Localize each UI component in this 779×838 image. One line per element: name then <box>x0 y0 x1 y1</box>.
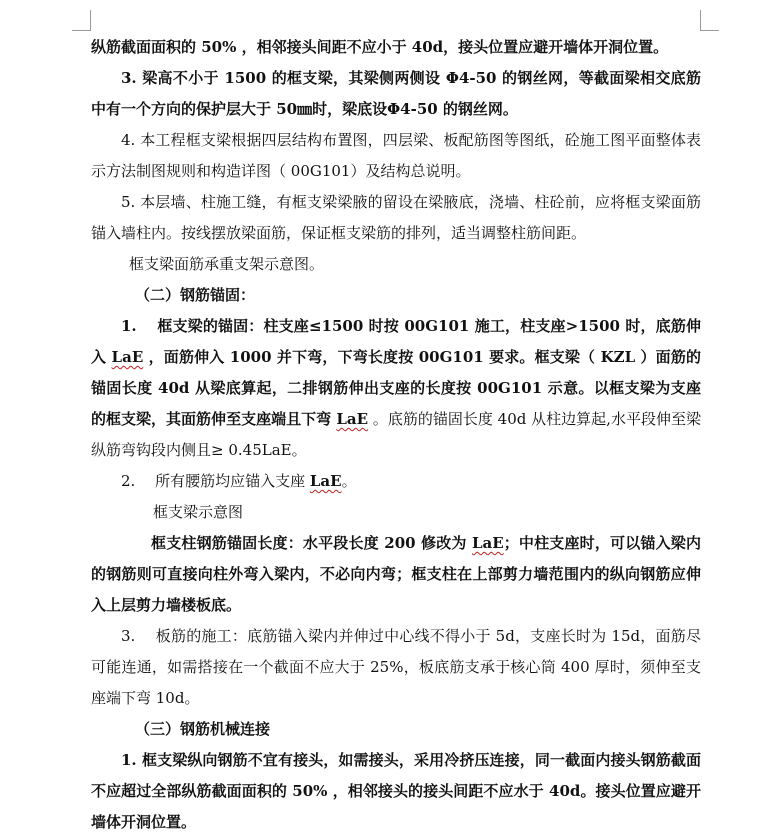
paragraph-item-4: 4. 本工程框支梁根据四层结构布置图，四层梁、板配筋图等图纸，砼施工图平面整体表示方法制图规则和构造详图（ 00G101）及结构总说明。 <box>91 131 701 180</box>
page-corner-mark-right <box>700 10 719 31</box>
anchorage-1-text-a: 1. 框支梁的锚固：柱支座≤1500 时按 00G101 施工，柱支座>1500 时，底筋伸入 <box>91 317 701 366</box>
anchorage-1-text-b: ，面筋伸入 1000 并下弯，下弯长度按 00G101 要求。框支梁（ KZL ）面筋的锚固长度 40d 从梁底算起，二排钢筋伸出支座的长度按 00G101 示意。以框支梁为支座的框支梁，其面筋伸至支座端且下弯 <box>91 348 701 428</box>
anchorage-1-text-c: 。底筋的锚固长度 40d 从柱边算起,水平段伸至梁纵筋弯钩段内侧且≥ 0.45LaE。 <box>91 410 701 459</box>
paragraph-anchorage-2 <box>91 466 701 497</box>
page-corner-mark-left <box>72 10 91 31</box>
heading-mechanical-connection: （三）钢筋机械连接 <box>135 720 271 738</box>
paragraph-mechanical-1: 1. 框支梁纵向钢筋不宜有接头，如需接头，采用冷挤压连接，同一截面内接头钢筋截面不应超过全部纵筋截面面积的 50% ，相邻接头的接头间距不应水于 40d。接头位置应避开墙体开洞位置。 <box>91 751 701 831</box>
lae-term: LaE <box>111 348 144 366</box>
document-page <box>91 32 701 838</box>
paragraph-anchorage-1 <box>91 311 701 466</box>
paragraph-column-anchorage <box>91 528 701 621</box>
paragraph-item-5: 5. 本层墙、柱施工缝，有框支梁梁腋的留设在梁腋底，浇墙、柱砼前，应将框支梁面筋锚入墙柱内。按线摆放梁面筋，保证框支梁筋的排列，适当调整柱筋间距。 <box>91 193 701 242</box>
lae-term: LaE <box>472 534 504 552</box>
column-text-a: 框支柱钢筋锚固长度：水平段长度 200 修改为 <box>151 534 472 552</box>
anchorage-2-text-a: 2. 所有腰筋均应锚入支座 <box>121 472 310 490</box>
anchorage-2-text-b: 。 <box>341 472 357 490</box>
lae-term: LaE <box>309 472 342 490</box>
paragraph-continuation: 纵筋截面面积的 50% ，相邻接头间距不应小于 40d，接头位置应避开墙体开洞位置。 <box>91 38 669 56</box>
heading-anchorage: （二）钢筋锚固： <box>135 286 256 304</box>
lae-term: LaE <box>336 410 369 428</box>
column-text-b: ；中柱支座时，可以锚入梁内的钢筋则可直接向柱外弯入梁内，不必向内弯；框支柱在上部剪力墙范围内的纵向钢筋应伸入上层剪力墙楼板底。 <box>91 534 701 614</box>
paragraph-item-3: 3. 梁高不小于 1500 的框支梁，其梁侧两侧设 Φ4-50 的钢丝网，等截面梁相交底筋中有一个方向的保护层大于 50㎜时，梁底设Φ4-50 的钢丝网。 <box>91 69 701 118</box>
note-beam-diagram: 框支梁示意图 <box>153 503 244 521</box>
note-support-diagram: 框支梁面筋承重支架示意图。 <box>129 255 325 273</box>
paragraph-slab-rebar: 3. 板筋的施工：底筋锚入梁内并伸过中心线不得小于 5d，支座长时为 15d，面筋尽可能连通，如需搭接在一个截面不应大于 25%，板底筋支承于核心筒 400 厚时，须伸至支座端下弯 10d。 <box>91 627 701 707</box>
